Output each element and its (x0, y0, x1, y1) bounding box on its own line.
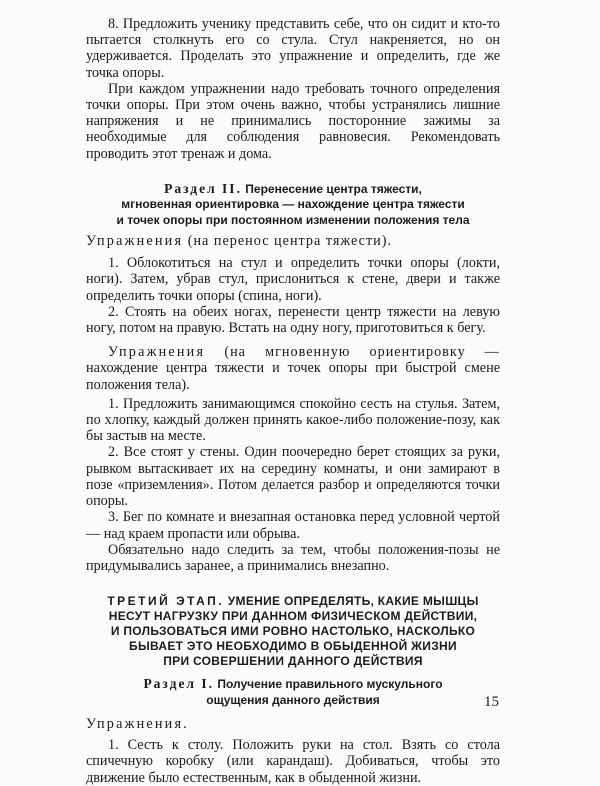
stage-3-title-line-1: УМЕНИЕ ОПРЕДЕЛЯТЬ, КАКИЕ МЫШЦЫ (227, 594, 479, 609)
section-1-title-line-2: ощущения данного действия (206, 692, 380, 707)
exercise-item: 1. Предложить занимающимся спокойно сесть на стулья. Затем, по хлопку, каждый должен принять какое-либо положение-позу, как бы застыв на месте. (86, 395, 500, 445)
stage-3-title-line-3: И ПОЛЬЗОВАТЬСЯ ИМИ РОВНО НАСТОЛЬКО, НАСКОЛЬКО (110, 624, 476, 639)
exercises-subheading-2: Упражнения (на мгновенную ориентировку — нахождение центра тяжести и точек опоры при быстрой смене положения тела). (86, 344, 500, 393)
page-content (86, 16, 500, 786)
stage-3-lead: ТРЕТИЙ ЭТАП. (107, 594, 225, 609)
exercise-item: 3. Бег по комнате и внезапная остановка перед условной чертой — над краем пропасти или обрыва. (86, 509, 500, 542)
body-paragraph: При каждом упражнении надо требовать точного определения точки опоры. При этом очень важно, чтобы устранялись лишние напряжения и не принимались посторонние зажимы за необходимые для соблюдения равновесия. Рекомендовать проводить этот тренаж и дома. (86, 80, 500, 162)
exercise-8-paragraph: 8. Предложить ученику представить себе, что он сидит и кто-то пытается столкнуть его со стула. Стул накреняется, но он удерживается. Проделать это упражнение и определить, где же точка опоры. (86, 16, 500, 81)
section-1-title-line-1: Получение правильного мускульного (217, 677, 443, 692)
stage-3-heading (86, 594, 500, 669)
stage-3-title-line-4: БЫВАЕТ ЭТО НЕОБХОДИМО В ОБЫДЕННОЙ ЖИЗНИ (129, 639, 457, 654)
section-1-heading (86, 676, 500, 708)
closing-paragraph: Обязательно надо следить за тем, чтобы положения-позы не придумывались заранее, а принимались внезапно. (86, 541, 500, 574)
stage-3-title-line-2: НЕСУТ НАГРУЗКУ ПРИ ДАННОМ ФИЗИЧЕСКОМ ДЕЙСТВИИ, (108, 609, 478, 624)
section-2-title-line-2: мгновенная ориентировка — нахождение центра тяжести (121, 197, 465, 212)
section-2-heading (86, 181, 500, 228)
page-number: 15 (484, 694, 499, 710)
section-2-title-line-1: Перенесение центра тяжести, (245, 181, 422, 196)
exercise-item: 2. Все стоят у стены. Один поочередно берет стоящих за руки, рывком вытаскивает их на середину комнаты, и они замирают в позе «приземления». Потом делается разбор и определяются точки опоры. (86, 444, 500, 510)
exercise-item: 1. Сесть к столу. Положить руки на стол. Взять со стола спичечную коробку (или карандаш). Добиваться, чтобы это движение было естественным, как в обыденной жизни. (86, 737, 500, 786)
exercises-subheading-1: Упражнения (на перенос центра тяжести). (86, 233, 393, 250)
exercise-item: 2. Стоять на обеих ногах, перенести центр тяжести на левую ногу, потом на правую. Встать на одну ногу, приготовиться к бегу. (86, 303, 500, 337)
exercises-subheading-3: Упражнения. (86, 715, 189, 732)
section-2-lead: Раздел II. (164, 180, 242, 196)
stage-3-title-line-5: ПРИ СОВЕРШЕНИИ ДАННОГО ДЕЙСТВИЯ (163, 654, 423, 669)
section-1-lead: Раздел I. (143, 676, 215, 692)
section-2-title-line-3: и точек опоры при постоянном изменении положения тела (116, 212, 470, 227)
exercise-item: 1. Облокотиться на стул и определить точки опоры (локти, ноги). Затем, убрав стул, прислониться к стене, двери и также определить точки опоры (спина, ноги). (86, 255, 500, 304)
